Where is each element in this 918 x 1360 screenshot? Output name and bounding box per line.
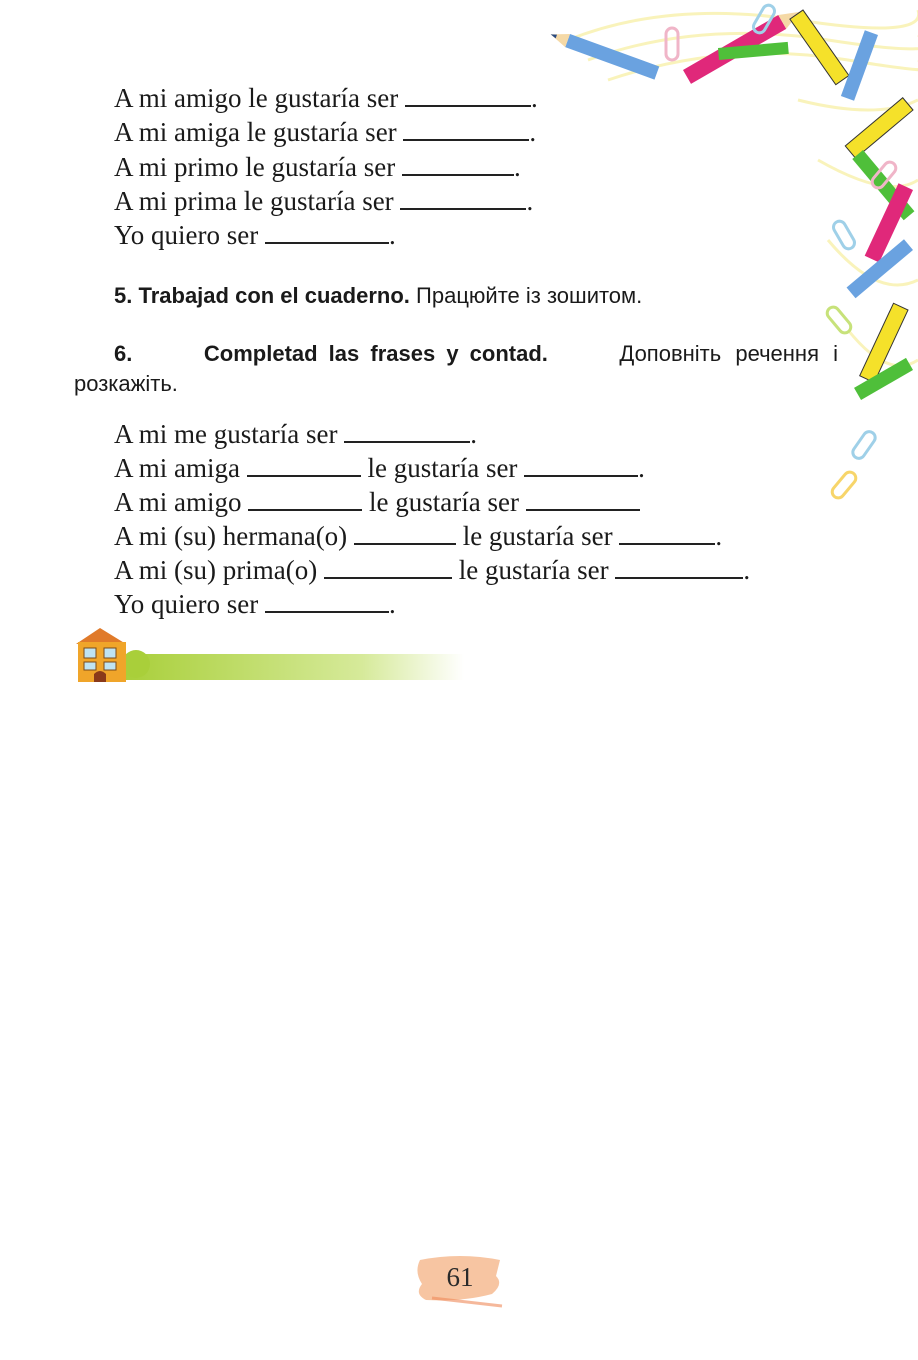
answer-blank[interactable] [354,521,456,545]
sentence-text: A mi amiga le gustaría ser [114,117,397,147]
task-number: 6. [114,341,133,366]
period: . [715,521,723,551]
task-translation: Доповніть речення і [619,341,838,366]
sentence-text: le gustaría ser [369,487,519,517]
text-line [114,486,640,518]
task-6-translation-cont [74,370,178,398]
text-line [114,520,722,552]
answer-blank[interactable] [400,186,526,210]
period: . [513,152,521,182]
text-line [114,588,396,620]
page-number-text: 61 [446,1262,474,1292]
house-icon [76,628,126,682]
answer-blank[interactable] [615,555,743,579]
sentence-text: A mi primo le gustaría ser [114,152,396,182]
period: . [389,220,396,250]
period: . [526,186,534,216]
answer-blank[interactable] [265,220,389,244]
text-line [114,554,750,586]
sentence-text: A mi amigo [114,487,242,517]
task-translation: розкажіть. [74,371,178,396]
sentence-text: A mi amigo le gustaría ser [114,83,399,113]
period: . [530,83,538,113]
text-line [114,418,477,450]
period: . [389,589,396,619]
task-6 [114,340,838,368]
answer-blank[interactable] [324,555,452,579]
answer-blank[interactable] [265,589,389,613]
text-line [114,452,645,484]
period: . [638,453,645,483]
answer-blank[interactable] [248,487,362,511]
answer-blank[interactable] [344,419,470,443]
period: . [529,117,537,147]
task-number: 5. [114,283,133,308]
answer-blank[interactable] [526,487,640,511]
answer-blank[interactable] [402,152,514,176]
task-title: Completad las frases y contad. [203,341,548,366]
answer-blank[interactable] [247,453,361,477]
text-line [114,185,533,217]
sentence-text: A mi (su) prima(o) [114,555,318,585]
homework-bar [74,626,464,686]
period: . [743,555,751,585]
text-line [114,116,536,148]
sentence-text: le gustaría ser [367,453,518,483]
answer-blank[interactable] [403,117,529,141]
task-translation: Працюйте із зошитом. [416,283,643,308]
sentence-text: Yo quiero ser [114,589,259,619]
sentence-text: A mi me gustaría ser [114,419,338,449]
answer-blank[interactable] [524,453,638,477]
sentence-text: le gustaría ser [462,521,613,551]
text-line [114,82,538,114]
text-line [114,219,396,251]
task-5 [114,282,642,310]
sentence-text: A mi prima le gustaría ser [114,186,394,216]
sentence-text: le gustaría ser [458,555,609,585]
task-title: Trabajad con el cuaderno. [138,283,410,308]
paper-clip-icon [666,3,898,500]
sentence-text: A mi amiga [114,453,240,483]
sentence-text: A mi (su) hermana(o) [114,521,348,551]
period: . [470,419,477,449]
answer-blank[interactable] [619,521,715,545]
pencils-decoration [548,0,918,520]
text-line [114,151,521,183]
page-number [412,1254,508,1308]
sentence-text: Yo quiero ser [114,220,259,250]
answer-blank[interactable] [405,83,531,107]
